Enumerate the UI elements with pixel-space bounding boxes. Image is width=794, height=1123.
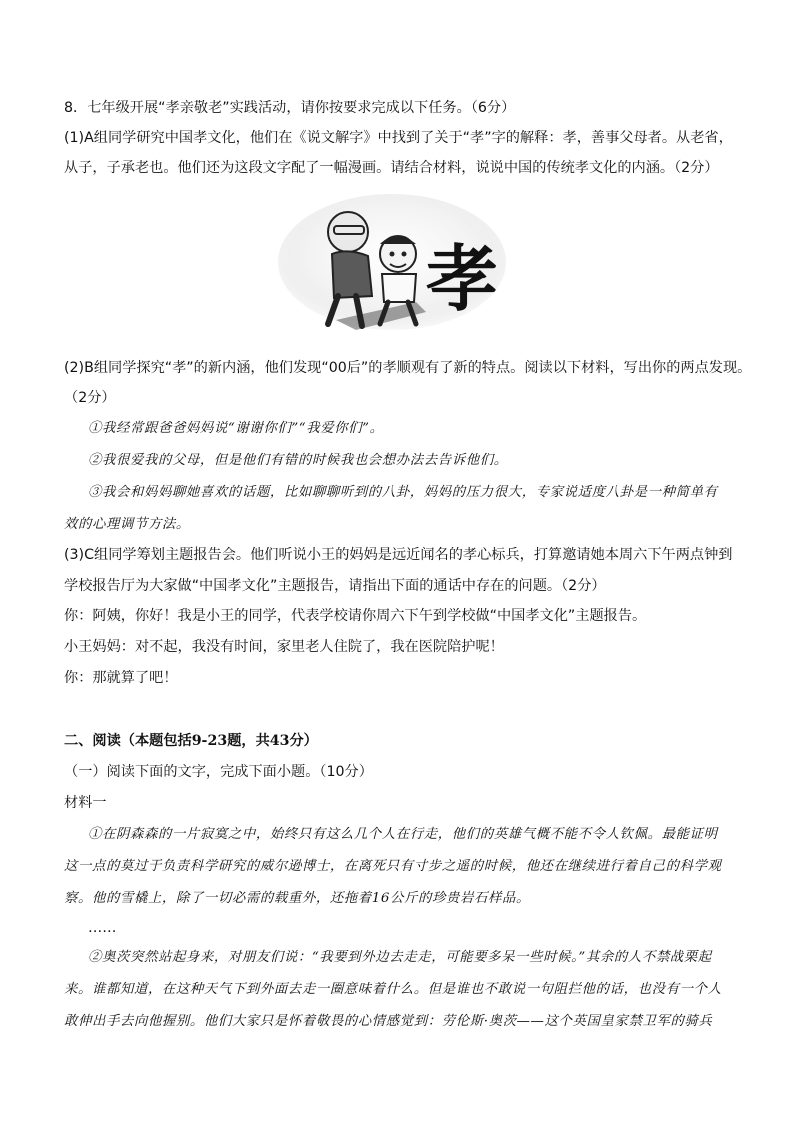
material-one-label: 材料一 bbox=[64, 795, 107, 811]
material-item-2: ②我很爱我的父母，但是他们有错的时候我也会想办法去告诉他们。 bbox=[88, 453, 508, 468]
dialogue-line-1: 你：阿姨，你好！我是小王的同学，代表学校请你周六下午到学校做“中国孝文化”主题报告。 bbox=[64, 608, 647, 624]
part-1-line-2: 从子，子承老也。他们还为这段文字配了一幅漫画。请结合材料，说说中国的传统孝文化的内涵。（2分） bbox=[64, 160, 719, 176]
material-item-1: ①我经常跟爸爸妈妈说“谢谢你们”“我爱你们”。 bbox=[88, 421, 384, 436]
xiao-character: 孝 bbox=[426, 237, 499, 321]
section-2-heading: 二、阅读（本题包括9-23题，共43分） bbox=[64, 733, 318, 749]
dialogue-line-2: 小王妈妈：对不起，我没有时间，家里老人住院了，我在医院陪护呢！ bbox=[64, 639, 504, 655]
material-item-3-line-2: 效的心理调节方法。 bbox=[64, 517, 190, 532]
part-3-line-1: (3)C组同学筹划主题报告会。他们听说小王的妈妈是远近闻名的孝心标兵，打算邀请她本周六下午两点钟到 bbox=[64, 547, 733, 563]
article-ellipsis: …… bbox=[88, 920, 117, 936]
part-3-line-2: 学校报告厅为大家做“中国孝文化”主题报告，请指出下面的通话中存在的问题。（2分） bbox=[64, 578, 606, 594]
dialogue-line-3: 你：那就算了吧！ bbox=[64, 670, 178, 686]
part-2-line-2: （2分） bbox=[64, 390, 116, 406]
section-2-sub: （一）阅读下面的文字，完成下面小题。（10分） bbox=[64, 764, 373, 780]
filial-piety-comic-image bbox=[276, 192, 508, 336]
article-p2-line-3: 敢伸出手去向他握别。他们大家只是怀着敬畏的心情感觉到：劳伦斯·奥茨——这个英国皇家禁卫军的骑兵 bbox=[64, 1014, 713, 1029]
article-p1-line-2: 这一点的莫过于负责科学研究的威尔逊博士，在离死只有寸步之遥的时候，他还在继续进行着自己的科学观 bbox=[64, 859, 722, 874]
article-p1-line-3: 察。他的雪橇上，除了一切必需的载重外，还拖着16公斤的珍贵岩石样品。 bbox=[64, 891, 530, 906]
part-2-line-1: (2)B组同学探究“孝”的新内涵，他们发现“00后”的孝顺观有了新的特点。阅读以下材料，写出你的两点发现。 bbox=[64, 360, 752, 376]
question-8-title: 8．七年级开展“孝亲敬老”实践活动，请你按要求完成以下任务。（6分） bbox=[64, 100, 516, 116]
material-item-3-line-1: ③我会和妈妈聊她喜欢的话题，比如聊聊听到的八卦，妈妈的压力很大，专家说适度八卦是一种简单有 bbox=[88, 485, 718, 500]
article-p2-line-1: ②奥茨突然站起身来，对朋友们说：“我要到外边去走走，可能要多呆一些时候。”其余的人不禁战栗起 bbox=[88, 950, 712, 965]
article-p1-line-1: ①在阴森森的一片寂寞之中，始终只有这么几个人在行走，他们的英雄气概不能不令人钦佩。最能证明 bbox=[88, 827, 718, 842]
article-p2-line-2: 来。谁都知道，在这种天气下到外面去走一圈意味着什么。但是谁也不敢说一句阻拦他的话，也没有一个人 bbox=[64, 982, 722, 997]
part-1-line-1: (1)A组同学研究中国孝文化，他们在《说文解字》中找到了关于“孝”字的解释：孝，善事父母者。从老省， bbox=[64, 130, 733, 146]
